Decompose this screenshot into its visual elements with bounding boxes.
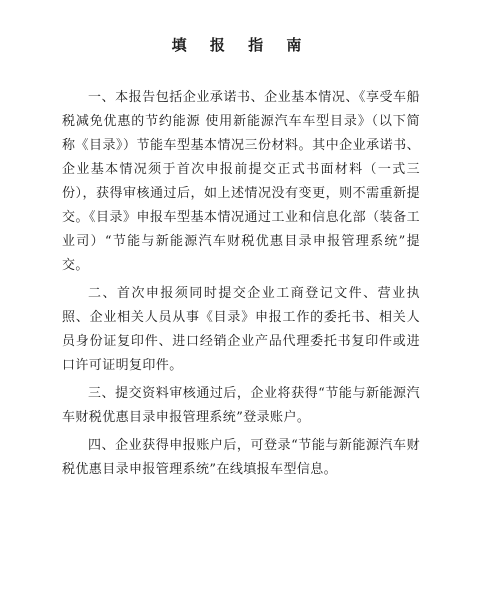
paragraph-2: 二、首次申报须同时提交企业工商登记文件、营业执照、企业相关人员从事《目录》申报工作的委托书、相关人员身份证复印件、进口经销企业产品代理委托书复印件或进口许可证明复印件。 xyxy=(62,286,420,373)
paragraph-1: 一、本报告包括企业承诺书、企业基本情况、《享受车船税减免优惠的节约能源 使用新能源汽车车型目录》（以下简称《目录》）节能车型基本情况三份材料。其中企业承诺书、企业基本情况须于首次申报前提交正式书面材料（一式三份），获得审核通过后，如上述情况没有变更，则不需重新提交。《目录》申报车型基本情况通过工业和信息化部（装备工业司）“节能与新能源汽车财税优惠目录申报管理系统”提交。 xyxy=(62,90,420,273)
paragraph-4: 四、企业获得申报账户后，可登录“节能与新能源汽车财税优惠目录申报管理系统”在线填报车型信息。 xyxy=(62,438,420,477)
paragraph-3: 三、提交资料审核通过后，企业将获得“节能与新能源汽车财税优惠目录申报管理系统”登录账户。 xyxy=(62,386,420,425)
document-title: 填 报 指 南 xyxy=(171,36,311,54)
